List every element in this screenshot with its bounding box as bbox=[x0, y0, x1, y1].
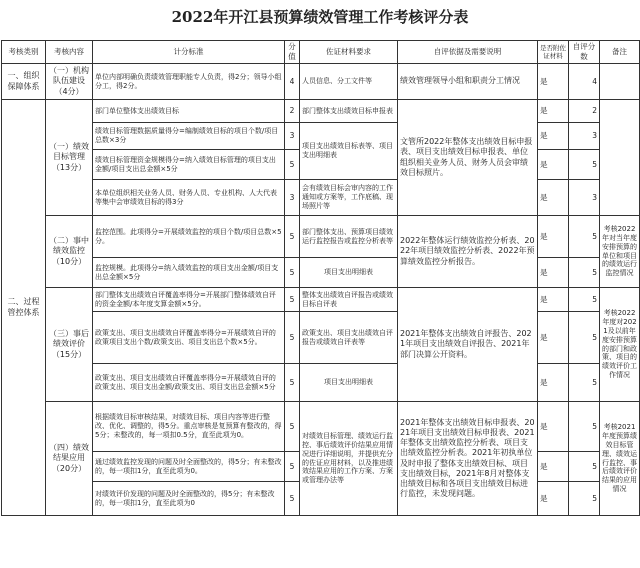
standard-cell: 政策支出、项目支出绩效自评覆盖率得分=开展绩效自评的政策支出、项目支出金额/政策支出、项目支出总金额×5分 bbox=[93, 364, 285, 402]
score-cell: 5 bbox=[285, 216, 300, 258]
basis-cell: 2021年整体支出绩效目标申报表、2021年项目支出绩效目标申报表、2021年整体支出绩效监控分析表、项目支出绩效监控分析表。2021年初执单位及时申报了整体支出绩效目标、项目支出绩效目标，2021年8月对整体支出绩效目标和各项目支出绩效目标进行监控，未发现问题。 bbox=[398, 402, 538, 516]
table-row bbox=[2, 258, 640, 288]
score-cell: 5 bbox=[285, 452, 300, 482]
standard-cell: 绩效目标管理资金规模得分=纳入绩效目标管理的项目支出金额/项目支出总金额×5分 bbox=[93, 150, 285, 180]
standard-cell: 部门单位整体支出绩效目标 bbox=[93, 100, 285, 123]
content-cell: （四）绩效结果应用（20分） bbox=[46, 402, 93, 516]
self-score-cell: 5 bbox=[569, 216, 600, 258]
evidence-cell: 部门整体支出、预算项目绩效运行监控报告或监控分析表等 bbox=[300, 216, 398, 258]
category-cell: 二、过程管控体系 bbox=[2, 100, 46, 516]
table-row bbox=[2, 312, 640, 364]
standard-cell: 部门整体支出绩效自评覆盖率得分=开展部门整体绩效自评的资金金额/本年度支算金额×5分。 bbox=[93, 288, 285, 312]
self-score-cell: 5 bbox=[569, 258, 600, 288]
evidence-cell: 整体支出绩效自评报告或绩效目标自评表 bbox=[300, 288, 398, 312]
table-row bbox=[2, 123, 640, 150]
attach-cell: 是 bbox=[538, 288, 569, 312]
standard-cell: 根据绩效目标审核结果，对绩效目标、项目内容等进行整改、优化、调整的，得5分。重点审核是复预算有整改的，得5分；未整改的，每一项扣0.5分，直至此项为0。 bbox=[93, 402, 285, 452]
attach-cell: 是 bbox=[538, 216, 569, 258]
score-cell: 5 bbox=[285, 482, 300, 516]
basis-cell: 绩效管理领导小组和职责分工情况 bbox=[398, 64, 538, 100]
score-cell: 5 bbox=[285, 288, 300, 312]
attach-cell: 是 bbox=[538, 150, 569, 180]
note-cell: 考核2021年度预算绩效目标管理、绩效运行监控、事后绩效评价结果的应用情况 bbox=[600, 402, 640, 516]
standard-cell: 通过绩效监控发现的问题及时全面整改的，得5分；有未整改的，每一项扣1分，直至此项为0。 bbox=[93, 452, 285, 482]
self-score-cell: 5 bbox=[569, 452, 600, 482]
standard-cell: 单位内部明确负责绩效管理职能专人负责，得2分；领导小组分工，得2分。 bbox=[93, 64, 285, 100]
attach-cell: 是 bbox=[538, 64, 569, 100]
col-header: 分值 bbox=[285, 41, 300, 64]
attach-cell: 是 bbox=[538, 482, 569, 516]
self-score-cell: 4 bbox=[569, 64, 600, 100]
content-cell: （一）机构队伍建设（4分） bbox=[46, 64, 93, 100]
evidence-cell: 政策支出、项目支出绩效自评报告或绩效自评表等 bbox=[300, 312, 398, 364]
col-header: 计分标准 bbox=[93, 41, 285, 64]
col-header: 是否附佐证材料 bbox=[538, 41, 569, 64]
basis-cell: 2022年整体运行绩效监控分析表、2022年项目绩效监控分析表、2022年预算绩效监控分析报告。 bbox=[398, 216, 538, 288]
evidence-cell: 项目支出明细表 bbox=[300, 258, 398, 288]
standard-cell: 政策支出、项目支出绩效自评覆盖率得分=开展绩效自评的政策项目支出个数/政策支出、项目支出总个数×5分。 bbox=[93, 312, 285, 364]
standard-cell: 绩效目标管理数据质量得分=编制绩效目标的项目个数/项目总数×3分 bbox=[93, 123, 285, 150]
self-score-cell: 5 bbox=[569, 312, 600, 364]
evidence-cell: 项目支出绩效目标表等、项目支出明细表 bbox=[300, 123, 398, 180]
note-cell: 考核2022年对当年度安排预算的单位和项目的绩效运行监控情况 bbox=[600, 216, 640, 288]
evidence-cell: 人员信息、分工文件等 bbox=[300, 64, 398, 100]
table-row bbox=[2, 288, 640, 312]
self-score-cell: 3 bbox=[569, 180, 600, 216]
score-cell: 5 bbox=[285, 258, 300, 288]
attach-cell: 是 bbox=[538, 180, 569, 216]
table-row bbox=[2, 364, 640, 402]
page-title: 2022年开江县预算绩效管理工作考核评分表 bbox=[171, 8, 469, 26]
note-cell bbox=[600, 64, 640, 100]
col-header: 佐证材料要求 bbox=[300, 41, 398, 64]
score-cell: 3 bbox=[285, 180, 300, 216]
attach-cell: 是 bbox=[538, 364, 569, 402]
score-cell: 5 bbox=[285, 312, 300, 364]
self-score-cell: 5 bbox=[569, 482, 600, 516]
evidence-cell: 项目支出明细表 bbox=[300, 364, 398, 402]
col-header: 备注 bbox=[600, 41, 640, 64]
col-header: 考核类别 bbox=[2, 41, 46, 64]
self-score-cell: 5 bbox=[569, 364, 600, 402]
evidence-cell: 部门整体支出绩效目标申报表 bbox=[300, 100, 398, 123]
standard-cell: 对绩效评价发现的问题及时全面整改的，得5分；有未整改的，每一项扣1分，直至此项为0 bbox=[93, 482, 285, 516]
content-cell: （二）事中绩效监控（10分） bbox=[46, 216, 93, 288]
standard-cell: 本单位组织相关业务人员、财务人员、专业机构、人大代表等集中会审绩效目标的得3分 bbox=[93, 180, 285, 216]
header-row bbox=[2, 41, 640, 64]
scoring-table bbox=[1, 40, 640, 516]
score-cell: 4 bbox=[285, 64, 300, 100]
score-cell: 5 bbox=[285, 150, 300, 180]
table-row bbox=[2, 180, 640, 216]
attach-cell: 是 bbox=[538, 452, 569, 482]
col-header: 自评依据及需要说明 bbox=[398, 41, 538, 64]
basis-cell: 文管所2022年整体支出绩效目标申报表、项目支出绩效目标申报表、单位组织相关业务人员、财务人员会审绩效目标照片。 bbox=[398, 100, 538, 216]
attach-cell: 是 bbox=[538, 123, 569, 150]
self-score-cell: 5 bbox=[569, 402, 600, 452]
note-cell bbox=[600, 100, 640, 216]
category-cell: 一、组织保障体系 bbox=[2, 64, 46, 100]
standard-cell: 监控规模。此项得分=纳入绩效监控的项目支出金额/项目支出总金额×5分 bbox=[93, 258, 285, 288]
self-score-cell: 2 bbox=[569, 100, 600, 123]
table-row bbox=[2, 216, 640, 258]
self-score-cell: 3 bbox=[569, 123, 600, 150]
attach-cell: 是 bbox=[538, 312, 569, 364]
attach-cell: 是 bbox=[538, 402, 569, 452]
standard-cell: 监控范围。此项得分=开展绩效监控的项目个数/项目总数×5分。 bbox=[93, 216, 285, 258]
table-row bbox=[2, 64, 640, 100]
attach-cell: 是 bbox=[538, 258, 569, 288]
table-row bbox=[2, 402, 640, 452]
content-cell: （一）绩效目标管理（13分） bbox=[46, 100, 93, 216]
score-cell: 5 bbox=[285, 402, 300, 452]
note-cell: 考核2022年度对2021及以前年度安排预算的部门和政策、项目的绩效评价工作情况 bbox=[600, 288, 640, 402]
basis-cell: 2021年整体支出绩效自评报告、2021年项目支出绩效自评报告、2021年部门决算公开资料。 bbox=[398, 288, 538, 402]
evidence-cell: 对绩效目标管理、绩效运行监控、事后绩效评价结果应用情况进行详细说明，并提供充分的佐证应用材料，以及推进绩效结果应用的工作方案、方案或管理办法等 bbox=[300, 402, 398, 516]
evidence-cell: 会有绩效目标会审内容的工作通知或方案等，工作底稿、现场照片等 bbox=[300, 180, 398, 216]
col-header: 考核内容 bbox=[46, 41, 93, 64]
content-cell: （三）事后绩效评价（15分） bbox=[46, 288, 93, 402]
self-score-cell: 5 bbox=[569, 150, 600, 180]
self-score-cell: 5 bbox=[569, 288, 600, 312]
col-header: 自评分数 bbox=[569, 41, 600, 64]
score-cell: 3 bbox=[285, 123, 300, 150]
attach-cell: 是 bbox=[538, 100, 569, 123]
table-row bbox=[2, 100, 640, 123]
score-cell: 2 bbox=[285, 100, 300, 123]
score-cell: 5 bbox=[285, 364, 300, 402]
